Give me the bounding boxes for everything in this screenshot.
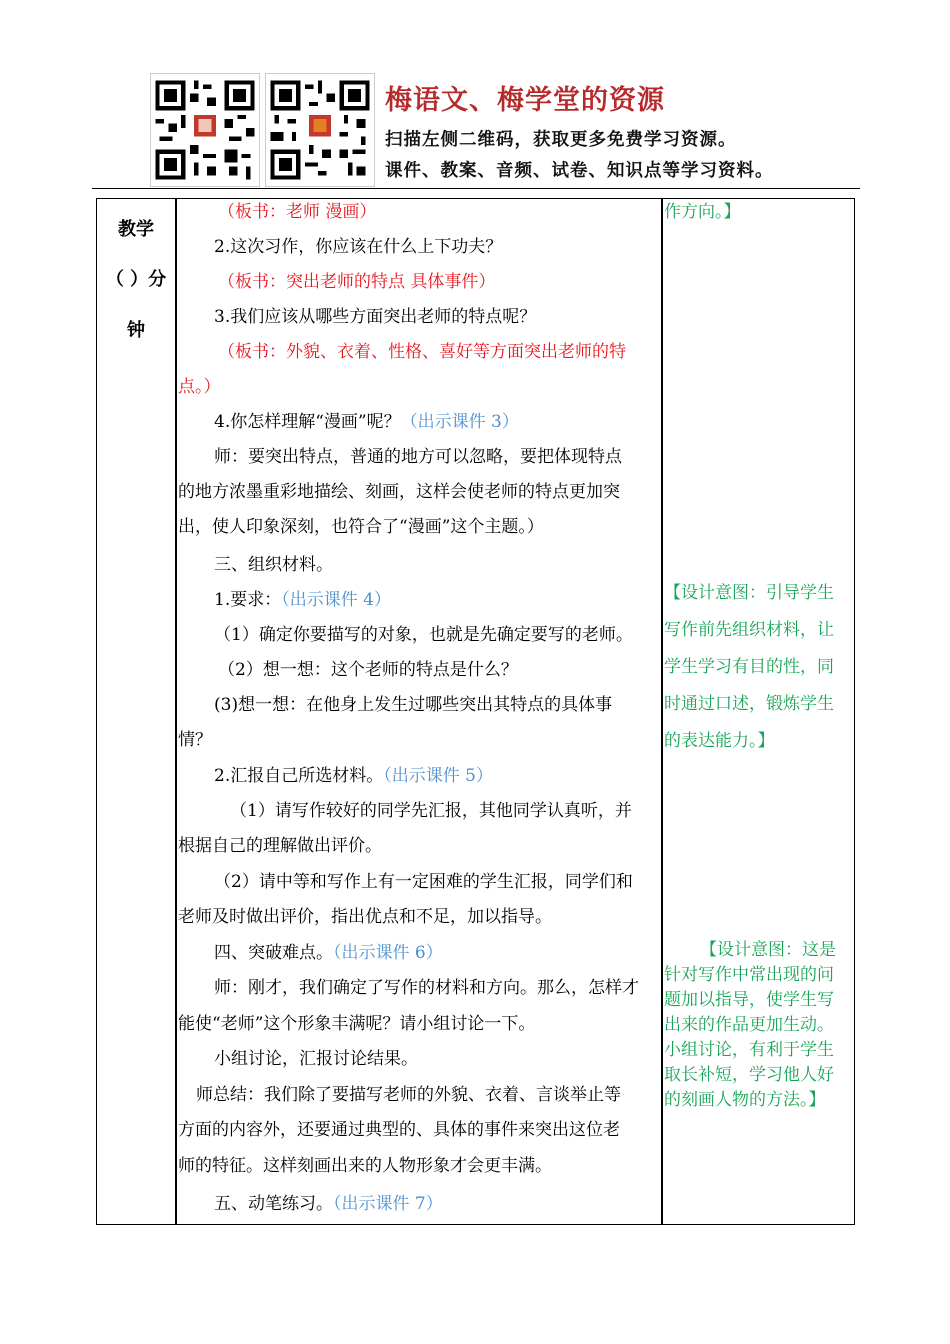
- design-note-line: 针对写作中常出现的问: [664, 965, 834, 985]
- text-line: 师：要突出特点，普通的地方可以忽略，要把体现特点: [214, 447, 622, 467]
- stage-minutes: （ ）分: [105, 269, 167, 290]
- header-title: 梅语文、梅学堂的资源: [385, 85, 665, 116]
- board-note: 点。）: [178, 377, 221, 397]
- design-note-line: 学生学习有目的性，同: [664, 657, 834, 677]
- text-line: 方面的内容外，还要通过典型的、具体的事件来突出这位老: [178, 1120, 620, 1140]
- column-divider: [175, 199, 177, 1224]
- text-line: （2）想一想：这个老师的特点是什么？: [218, 660, 518, 680]
- courseware-link[interactable]: （出示课件 4）: [281, 590, 391, 610]
- lesson-table: [96, 198, 855, 1225]
- text-line: 出，使人印象深刻，也符合了“漫画”这个主题。）: [178, 517, 544, 537]
- text-line: 情？: [178, 730, 212, 750]
- text-line: 2.这次习作，你应该在什么上下功夫？: [214, 237, 503, 257]
- text-line: 3.我们应该从哪些方面突出老师的特点呢？: [214, 307, 537, 327]
- header-subtitle-2: 课件、教案、音频、试卷、知识点等学习资料。: [385, 161, 774, 181]
- design-note-line: 取长补短，学习他人好: [664, 1065, 834, 1085]
- stage-label: 教学: [118, 219, 154, 240]
- text-line: （1）请写作较好的同学先汇报，其他同学认真听，并: [230, 801, 632, 821]
- design-note-line: 【设计意图：这是: [700, 940, 836, 960]
- text-line: （2）请中等和写作上有一定困难的学生汇报，同学们和: [214, 872, 633, 892]
- header-divider: [92, 188, 860, 189]
- design-note-line: 时通过口述，锻炼学生: [664, 694, 834, 714]
- text-line: 老师及时做出评价，指出优点和不足，加以指导。: [178, 907, 552, 927]
- courseware-link[interactable]: （出示课件 6）: [333, 943, 443, 963]
- design-note-line: 的表达能力。】: [664, 731, 775, 751]
- design-note-line: 出来的作品更加生动。: [664, 1015, 834, 1035]
- qr-code-icon: [266, 74, 374, 186]
- stage-label-end: 钟: [127, 320, 145, 341]
- qr-code-1[interactable]: [150, 73, 260, 187]
- text-line: （1）确定你要描写的对象，也就是先确定要写的老师。: [214, 625, 633, 645]
- section-heading: 三、组织材料。: [214, 555, 333, 575]
- text-line: (3)想一想：在他身上发生过哪些突出其特点的具体事: [214, 695, 613, 715]
- page-header: [0, 0, 950, 190]
- board-note: （板书：外貌、衣着、性格、喜好等方面突出老师的特: [218, 342, 626, 362]
- text-line: [214, 409, 519, 435]
- text-line: 小组讨论，汇报讨论结果。: [214, 1049, 418, 1069]
- design-note-line: 写作前先组织材料，让: [664, 620, 834, 640]
- text-line: [214, 587, 391, 613]
- design-note-line: 【设计意图：引导学生: [664, 583, 834, 603]
- column-divider: [661, 199, 663, 1224]
- text-line: [214, 763, 493, 789]
- text-line: 师：刚才，我们确定了写作的材料和方向。那么，怎样才: [214, 978, 639, 998]
- text-line: 的地方浓墨重彩地描绘、刻画，这样会使老师的特点更加突: [178, 482, 620, 502]
- text-line: [214, 940, 443, 966]
- design-note-line: 小组讨论，有利于学生: [664, 1040, 834, 1060]
- courseware-link[interactable]: （出示课件 7）: [333, 1194, 443, 1214]
- section-heading: 四、突破难点。: [214, 943, 333, 963]
- text-line: 能使“老师”这个形象丰满呢？请小组讨论一下。: [178, 1014, 536, 1034]
- courseware-link[interactable]: （出示课件 3）: [400, 412, 519, 432]
- section-heading: 五、动笔练习。: [214, 1194, 333, 1214]
- text-line: 师的特征。这样刻画出来的人物形象才会更丰满。: [178, 1156, 552, 1176]
- board-note: （板书：突出老师的特点 具体事件）: [218, 272, 496, 292]
- text-line: [214, 1191, 443, 1217]
- qr-code-icon: [151, 74, 259, 186]
- question-text: 4.你怎样理解“漫画”呢？: [214, 412, 401, 432]
- courseware-link[interactable]: （出示课件 5）: [383, 766, 493, 786]
- design-note-line: 的刻画人物的方法。】: [664, 1090, 826, 1110]
- text-line: 师总结：我们除了要描写老师的外貌、衣着、言谈举止等: [196, 1085, 621, 1105]
- design-note-line: 作方向。】: [664, 202, 741, 222]
- board-note: （板书：老师 漫画）: [218, 202, 377, 222]
- header-subtitle-1: 扫描左侧二维码，获取更多免费学习资源。: [385, 130, 737, 150]
- design-note-line: 题加以指导，使学生写: [664, 990, 834, 1010]
- text-line: 根据自己的理解做出评价。: [178, 836, 382, 856]
- report-text: 2.汇报自己所选材料。: [214, 766, 384, 786]
- qr-code-2[interactable]: [265, 73, 375, 187]
- requirement-text: 1.要求：: [214, 590, 282, 610]
